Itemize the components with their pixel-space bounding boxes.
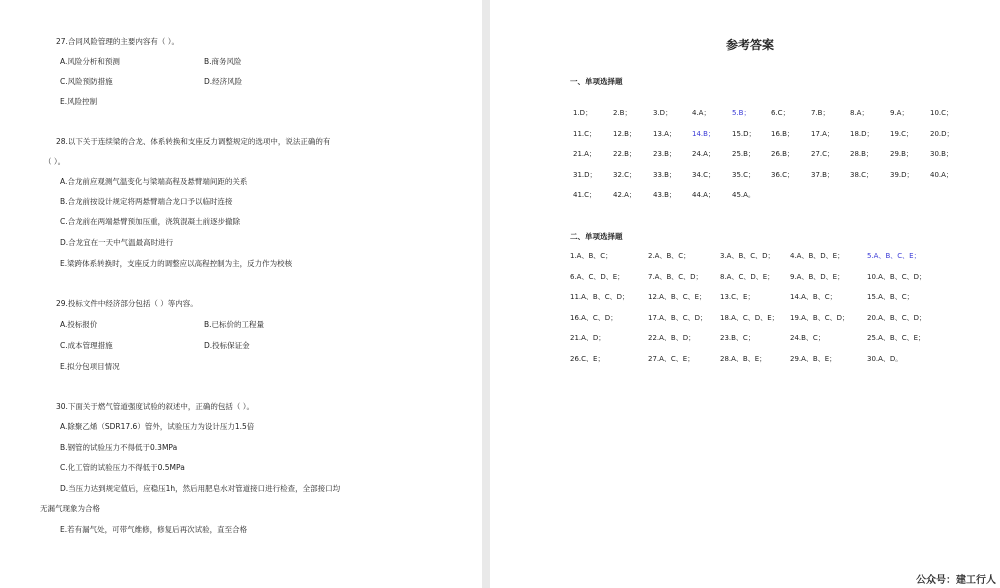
single-answer: 37.B； (811, 170, 834, 179)
left-page (0, 0, 482, 588)
single-answer: 16.B； (771, 129, 794, 138)
q27-option-d: D.经济风险 (204, 77, 243, 86)
single-answer: 17.A； (811, 129, 834, 138)
q30-option-c: C.化工管的试验压力不得低于0.5MPa (60, 463, 185, 472)
multi-answer: 29.A、B、E； (790, 354, 837, 363)
multi-answer: 13.C、E； (720, 293, 755, 301)
single-answer: 23.B； (653, 150, 676, 158)
single-answer: 31.D； (573, 170, 597, 179)
q30-option-d: D.当压力达到规定值后，应稳压1h，然后用肥皂水对管道接口进行检查，全部接口均 (60, 484, 341, 493)
single-answer: 14.B； (692, 129, 715, 138)
multi-answer: 27.A、C、E； (648, 354, 695, 363)
single-answer: 30.B； (930, 150, 953, 158)
single-answer: 35.C； (732, 170, 756, 179)
single-answer: 11.C； (573, 129, 597, 138)
single-answer: 7.B； (811, 109, 830, 117)
single-answer: 9.A； (890, 109, 909, 117)
multi-answer: 14.A、B、C； (790, 293, 837, 301)
q30-option-d-cont: 无漏气现象为合格 (40, 504, 100, 513)
single-answer: 21.A； (573, 150, 596, 158)
single-answer: 8.A； (850, 109, 869, 117)
single-answer: 13.A； (653, 129, 676, 138)
single-answer: 19.C； (890, 129, 914, 138)
q30-option-e: E.若有漏气处，可带气维修，修复后再次试验，直至合格 (60, 525, 248, 534)
single-answer: 26.B； (771, 150, 794, 158)
multi-answer: 19.A、B、C、D； (790, 313, 850, 322)
q28-stem: 28.以下关于连续梁的合龙、体系转换和支座反力调整规定的选项中，说法正确的有 (56, 137, 331, 146)
multi-answer: 11.A、B、C、D； (570, 293, 630, 301)
single-answer: 42.A； (613, 191, 636, 199)
multi-answer: 10.A、B、C、D； (867, 272, 927, 281)
q29-stem: 29.投标文件中经济部分包括（ ）等内容。 (56, 299, 198, 308)
single-answer: 15.D； (732, 129, 756, 138)
multi-answer: 24.B、C； (790, 334, 825, 342)
section-single-heading: 一、单项选择题 (570, 77, 623, 86)
single-answer: 20.D； (930, 129, 954, 138)
multi-answer: 7.A、B、C、D； (648, 272, 703, 281)
q29-option-e: E.拟分包项目情况 (60, 362, 120, 371)
single-answer: 44.A； (692, 191, 715, 199)
answer-title: 参考答案 (725, 38, 774, 52)
single-answer: 12.B； (613, 129, 636, 138)
single-answer: 34.C； (692, 170, 716, 179)
multi-answer: 16.A、C、D； (570, 313, 618, 322)
q28-stem-cont: （ ）。 (44, 157, 66, 166)
multi-answer: 8.A、C、D、E； (720, 272, 775, 281)
q29-option-a: A.投标报价 (60, 320, 98, 329)
multi-answer: 2.A、B、C； (648, 252, 691, 260)
single-answer: 29.B； (890, 150, 913, 158)
single-answer: 27.C； (811, 150, 835, 158)
q29-option-d: D.投标保证金 (204, 341, 250, 350)
right-page (490, 0, 1000, 588)
multi-answer: 5.A、B、C、E； (867, 252, 921, 260)
q30-option-a: A.除聚乙烯（SDR17.6）管外，试验压力为设计压力1.5倍 (60, 422, 255, 431)
single-answer: 1.D； (573, 109, 593, 117)
single-answer: 32.C； (613, 170, 637, 179)
single-answer: 24.A； (692, 150, 715, 158)
single-answer: 33.B； (653, 170, 676, 179)
multi-answer: 21.A、D； (570, 334, 606, 342)
multi-answer: 30.A、D。 (867, 354, 903, 363)
single-answer: 38.C； (850, 170, 874, 179)
multi-answer: 20.A、B、C、D； (867, 313, 927, 322)
q29-option-b: B.已标价的工程量 (204, 320, 265, 329)
q27-option-e: E.风险控制 (60, 97, 98, 106)
multi-answer: 4.A、B、D、E； (790, 252, 845, 260)
q28-option-d: D.合龙宜在一天中气温最高时进行 (60, 238, 174, 247)
single-answer: 39.D； (890, 170, 914, 179)
single-answer: 5.B； (732, 109, 751, 117)
single-answer: 22.B； (613, 150, 636, 158)
multi-answer: 15.A、B、C； (867, 293, 914, 301)
multi-answer: 12.A、B、C、E； (648, 293, 707, 301)
q27-option-b: B.商务风险 (204, 57, 242, 66)
single-answer: 6.C； (771, 109, 790, 117)
section-multi-heading: 二、单项选择题 (570, 232, 623, 241)
single-answer: 41.C； (573, 191, 597, 199)
single-answer: 18.D； (850, 129, 874, 138)
q27-stem: 27.合同风险管理的主要内容有（ ）。 (56, 37, 180, 46)
q30-stem: 30.下面关于燃气管道强度试验的叙述中，正确的包括（ ）。 (56, 402, 255, 411)
multi-answer: 17.A、B、C、D； (648, 313, 708, 322)
multi-answer: 28.A、B、E； (720, 354, 767, 363)
multi-answer: 1.A、B、C； (570, 252, 613, 260)
multi-answer: 23.B、C； (720, 334, 755, 342)
single-answer: 10.C； (930, 109, 954, 117)
q30-option-b: B.钢管的试验压力不得低于0.3MPa (60, 443, 178, 452)
single-answer: 2.B； (613, 109, 632, 117)
single-answer: 40.A； (930, 170, 953, 179)
multi-answer: 22.A、B、D； (648, 334, 696, 342)
q27-option-a: A.风险分析和预测 (60, 57, 120, 66)
q28-option-a: A.合龙前应观测气温变化与梁端高程及悬臂端间距的关系 (60, 177, 248, 186)
footer-watermark: 公众号：建工行人 (916, 575, 996, 586)
single-answer: 43.B； (653, 191, 676, 199)
multi-answer: 3.A、B、C、D； (720, 252, 775, 260)
single-answer: 45.A。 (732, 191, 755, 199)
q28-option-b: B.合龙前按设计规定将两悬臂端合龙口予以临时连接 (60, 197, 233, 206)
single-answer: 28.B； (850, 150, 873, 158)
single-answer: 4.A； (692, 109, 711, 117)
single-answer: 36.C； (771, 170, 795, 179)
q27-option-c: C.风险预防措施 (60, 77, 113, 86)
multi-answer: 26.C、E； (570, 354, 605, 363)
q28-option-e: E.梁跨体系转换时，支座反力的调整应以高程控制为主，反力作为校核 (60, 259, 293, 268)
multi-answer: 9.A、B、D、E； (790, 272, 845, 281)
multi-answer: 18.A、C、D、E； (720, 313, 779, 322)
multi-answer: 25.A、B、C、E； (867, 334, 926, 342)
single-answer: 3.D； (653, 109, 673, 117)
multi-answer: 6.A、C、D、E； (570, 272, 625, 281)
q28-option-c: C.合龙前在两端悬臂预加压重，浇筑混凝土前逐步撤除 (60, 217, 241, 226)
single-answer: 25.B； (732, 150, 755, 158)
q29-option-c: C.成本管理措施 (60, 341, 113, 350)
